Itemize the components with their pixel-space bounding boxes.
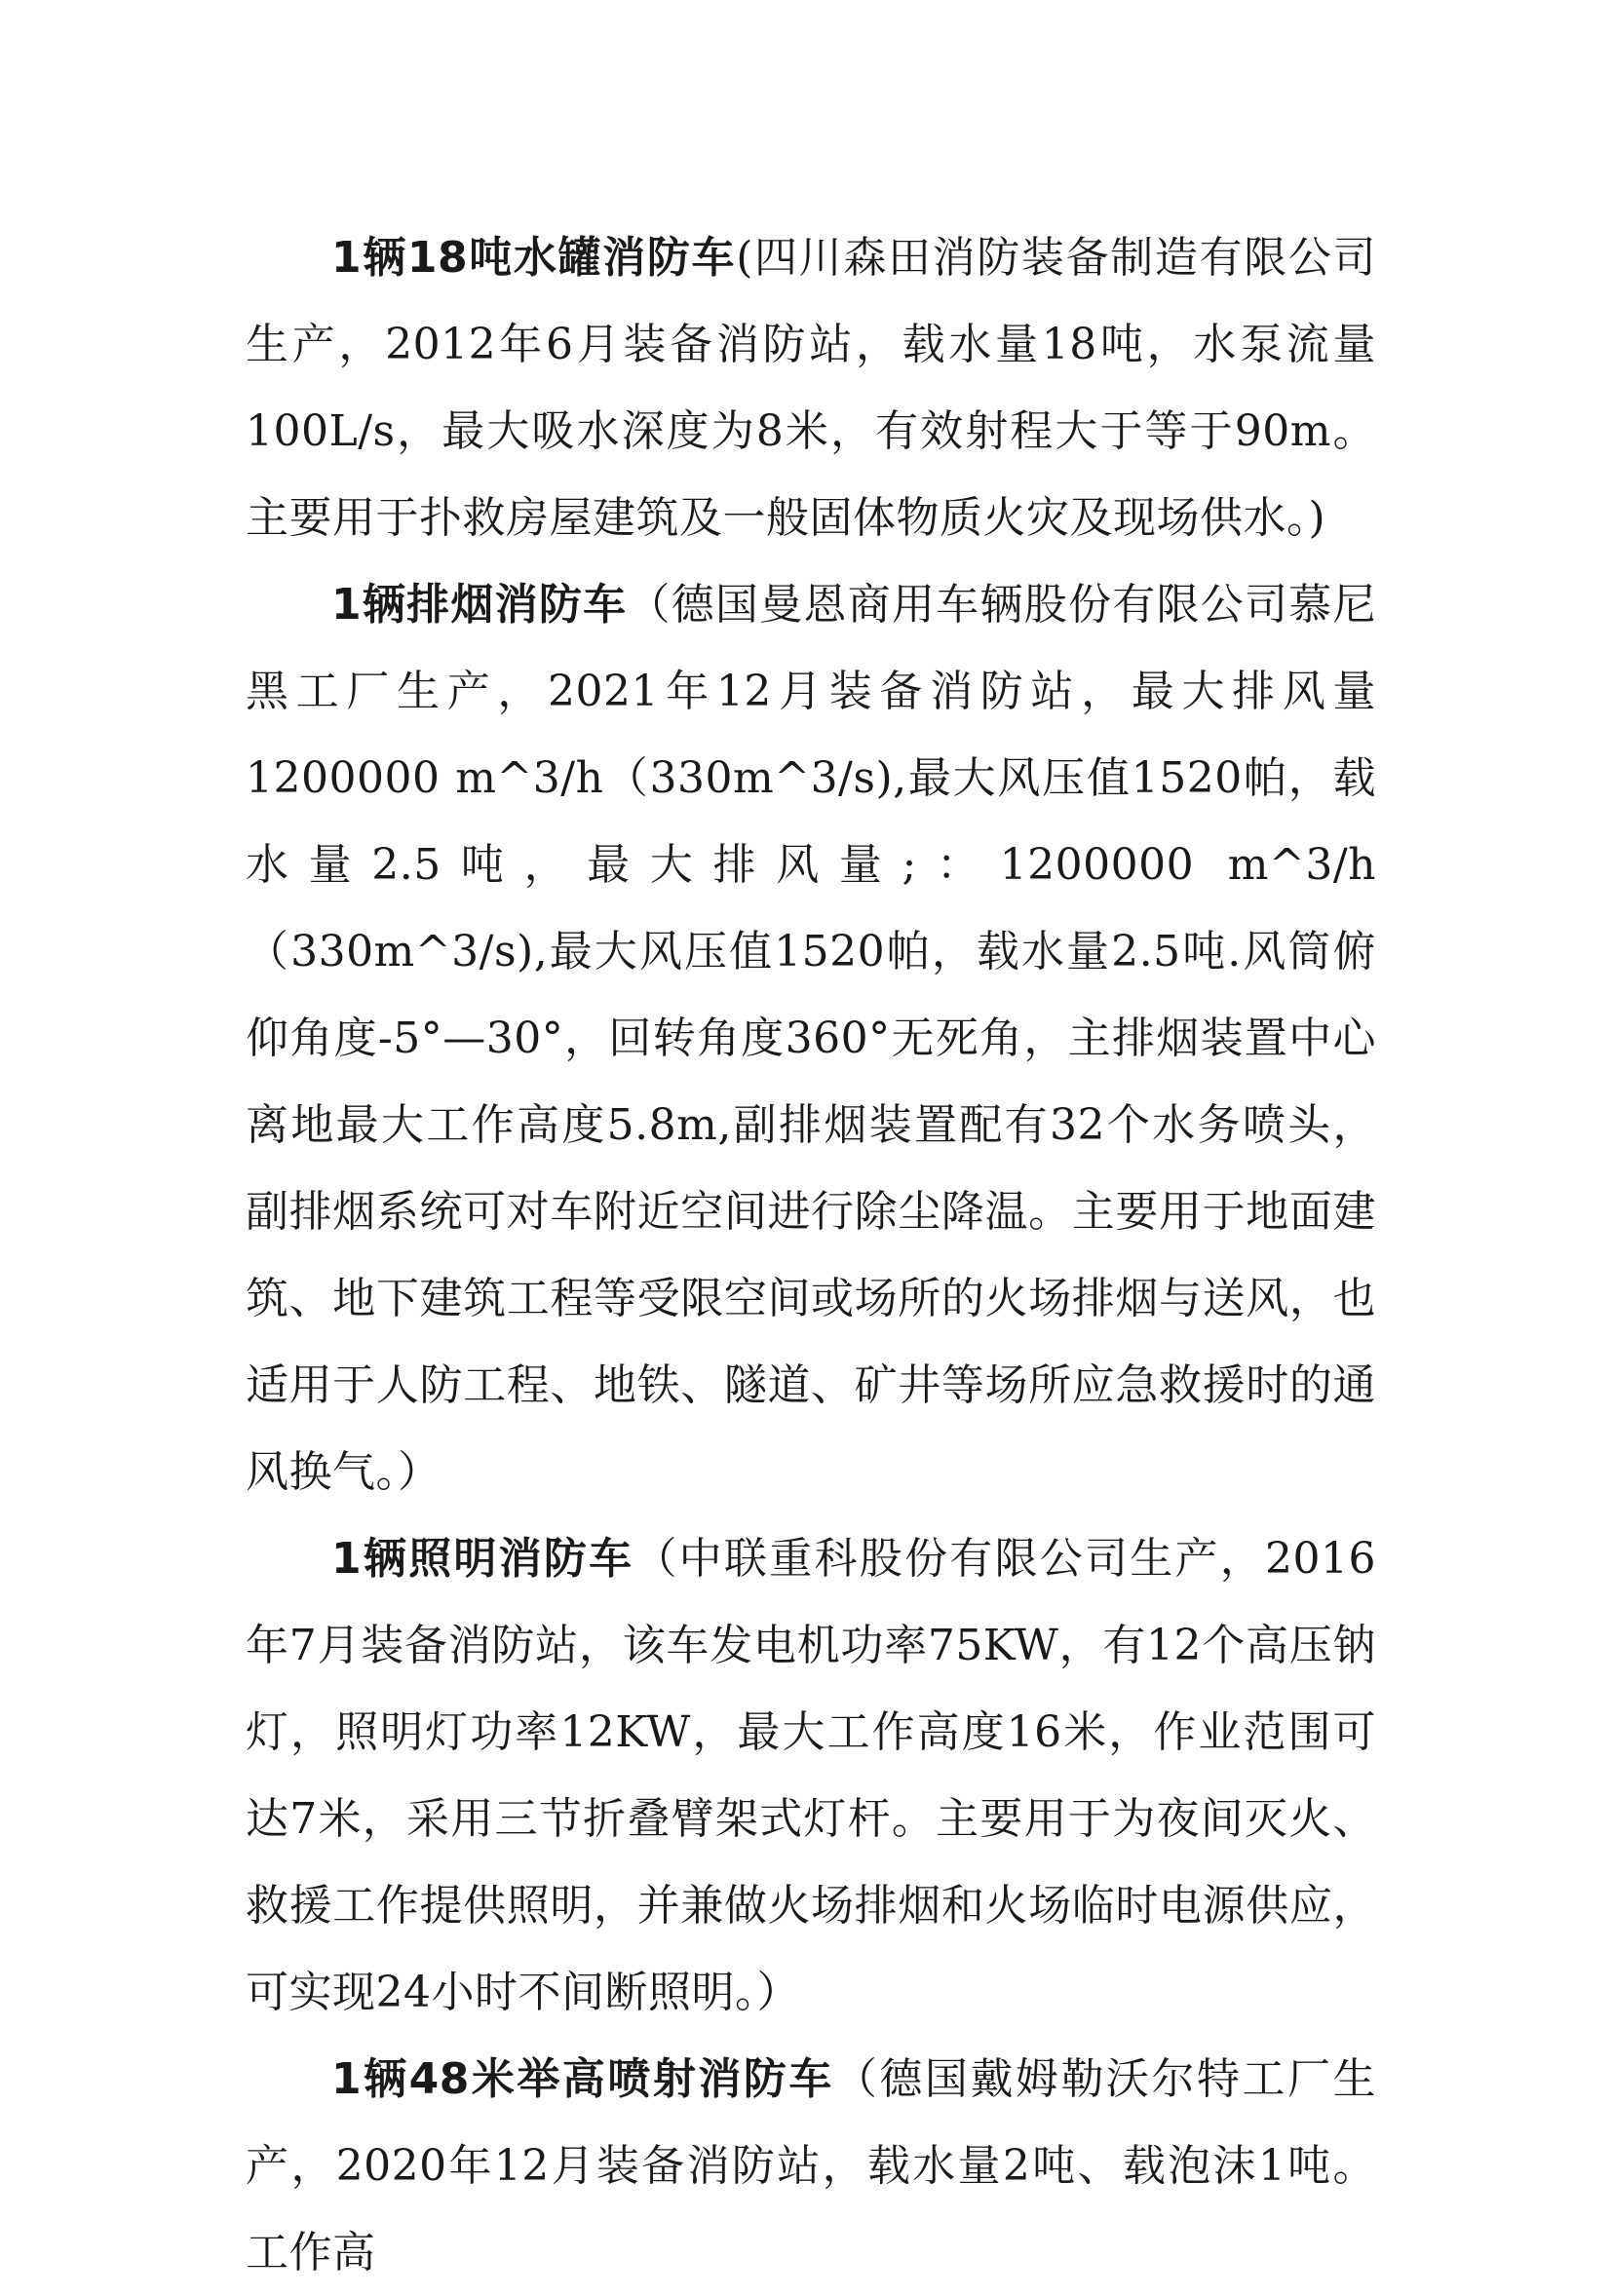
document-body bbox=[246, 214, 1376, 2296]
vehicle-description-aerial-spray: （德国戴姆勒沃尔特工厂生产，2020年12月装备消防站，载水量2吨、载泡沫1吨。工作高 bbox=[246, 2054, 1376, 2277]
paragraph-smoke-exhaust bbox=[246, 561, 1376, 1515]
vehicle-description-water-tanker: (四川森田消防装备制造有限公司生产，2012年6月装备消防站，载水量18吨，水泵流量100L/s，最大吸水深度为8米，有效射程大于等于90m。主要用于扑救房屋建筑及一般固体物质火灾及现场供水。) bbox=[246, 233, 1376, 543]
paragraph-lighting bbox=[246, 1515, 1376, 2036]
vehicle-title-lighting: 1辆照明消防车 bbox=[331, 1534, 634, 1584]
paragraph-water-tanker bbox=[246, 214, 1376, 561]
vehicle-title-water-tanker: 1辆18吨水罐消防车 bbox=[331, 233, 737, 283]
paragraph-aerial-spray bbox=[246, 2036, 1376, 2296]
vehicle-title-aerial-spray: 1辆48米举高喷射消防车 bbox=[331, 2054, 834, 2104]
vehicle-title-smoke-exhaust: 1辆排烟消防车 bbox=[331, 580, 628, 630]
vehicle-description-lighting: （中联重科股份有限公司生产，2016年7月装备消防站，该车发电机功率75KW，有12个高压钠灯，照明灯功率12KW，最大工作高度16米，作业范围可达7米，采用三节折叠臂架式灯杆。主要用于为夜间灭火、救援工作提供照明，并兼做火场排烟和火场临时电源供应，可实现24小时不间断照明。） bbox=[246, 1534, 1376, 2017]
vehicle-description-smoke-exhaust: （德国曼恩商用车辆股份有限公司慕尼黑工厂生产，2021年12月装备消防站，最大排风量1200000 m^3/h（330m^3/s),最大风压值1520帕，载水量2.5吨，最大排风量;：1200000 m^3/h（330m^3/s),最大风压值1520帕，载水量2.5吨.风筒俯仰角度-5°—30°，回转角度360°无死角，主排烟装置中心离地最大工作高度5.8m,副排烟装置配有32个水务喷头，副排烟系统可对车附近空间进行除尘降温。主要用于地面建筑、地下建筑工程等受限空间或场所的火场排烟与送风，也适用于人防工程、地铁、隧道、矿井等场所应急救援时的通风换气。） bbox=[246, 580, 1376, 1497]
